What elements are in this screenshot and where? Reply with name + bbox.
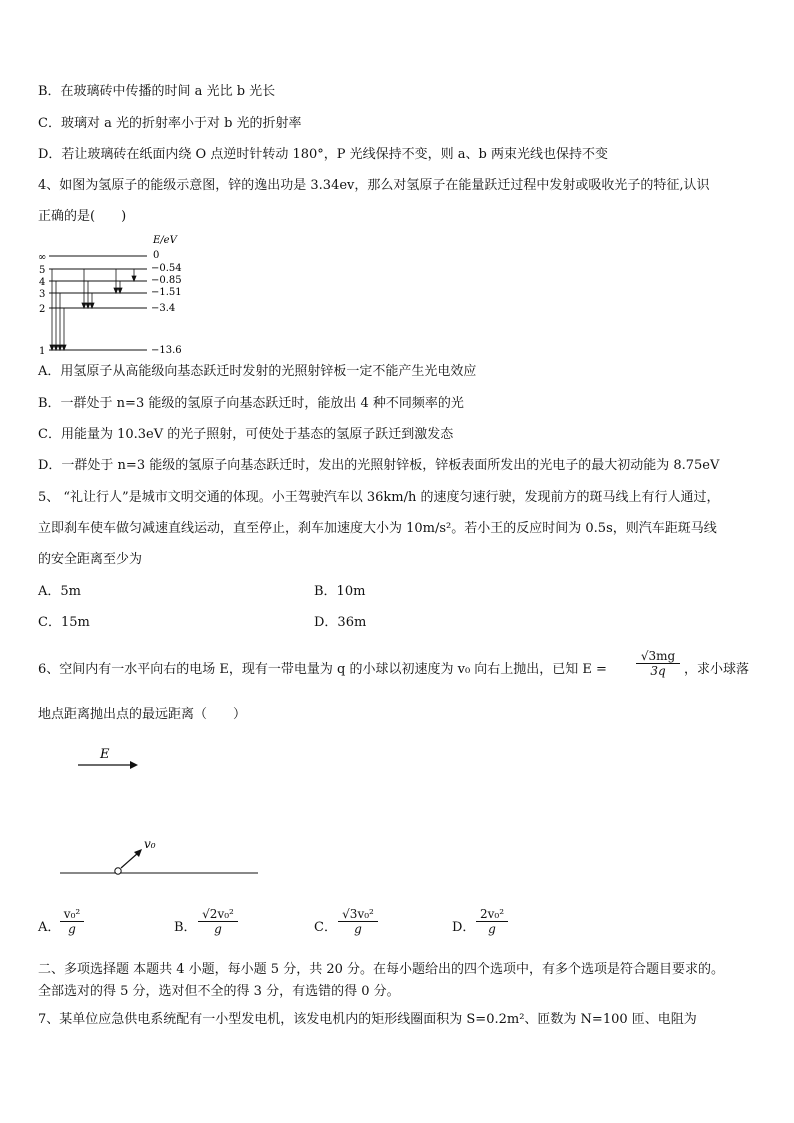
energy-level-diagram <box>34 232 204 358</box>
q6-stem-line1-b: ，求小球落 <box>684 662 750 677</box>
q6-option-b-num: √2v₀² <box>198 907 238 922</box>
q6-option-d-den: g <box>488 922 496 936</box>
q6-option-b-label: B． <box>174 920 197 935</box>
ball <box>115 868 121 874</box>
q6-option-a-num: v₀² <box>60 907 84 922</box>
level-n-1: 1 <box>39 346 46 357</box>
q5-option-a: A．5m <box>38 584 81 599</box>
energy-axis-label: E/eV <box>153 235 177 246</box>
q5-option-c: C．15m <box>38 615 90 630</box>
q4-stem-line1: 4、如图为氢原子的能级示意图，锌的逸出功是 3.34ev，那么对氢原子在能量跃迁过程中发射或吸收光子的特征,认识 <box>38 178 710 193</box>
q4-stem-line2: 正确的是( ) <box>38 209 127 224</box>
q4-option-a: A．用氢原子从高能级向基态跃迁时发射的光照射锌板一定不能产生光电效应 <box>38 364 477 379</box>
q3-option-c: C．玻璃对 a 光的折射率小于对 b 光的折射率 <box>38 116 302 131</box>
q3-option-d: D．若让玻璃砖在纸面内绕 O 点逆时针转动 180°，P 光线保持不变，则 a、b 两束光线也保持不变 <box>38 147 609 162</box>
q6-formula-denominator: 3q <box>650 664 666 678</box>
level-n-3: 3 <box>39 289 46 300</box>
q6-option-b-den: g <box>214 922 222 936</box>
level-n-2: 2 <box>39 304 46 315</box>
q6-option-a-fraction <box>60 907 84 936</box>
q6-formula-numerator: √3mg <box>636 649 680 664</box>
level-energy-4: −0.85 <box>151 275 182 286</box>
q4-option-c: C．用能量为 10.3eV 的光子照射，可使处于基态的氢原子跃迁到激发态 <box>38 427 454 442</box>
q4-option-d: D．一群处于 n=3 能级的氢原子向基态跃迁时，发出的光照射锌板，锌板表面所发出的光电子的最大初动能为 8.75eV <box>38 458 720 473</box>
q7-stem: 7、某单位应急供电系统配有一小型发电机，该发电机内的矩形线圈面积为 S=0.2m²、匝数为 N=100 匝、电阻为 <box>38 1012 697 1027</box>
q6-option-a-label: A． <box>38 920 61 935</box>
section2-heading-line2: 全部选对的得 5 分，选对但不全的得 3 分，有选错的得 0 分。 <box>38 984 400 999</box>
level-n-4: 4 <box>39 277 46 288</box>
level-energy-5: −0.54 <box>151 263 182 274</box>
q6-stem-line1-a: 6、空间内有一水平向右的电场 E，现有一带电量为 q 的小球以初速度为 v₀ 向右上抛出，已知 E = <box>38 662 607 677</box>
q5-option-d: D．36m <box>314 615 367 630</box>
q6-option-d-num: 2v₀² <box>476 907 508 922</box>
section2-heading-line1: 二、多项选择题 本题共 4 小题，每小题 5 分，共 20 分。在每小题给出的四个选项中，有多个选项是符合题目要求的。 <box>38 962 725 977</box>
q5-stem-line2: 立即刹车使车做匀减速直线运动，直至停止，刹车加速度大小为 10m/s²。若小王的反应时间为 0.5s，则汽车距斑马线 <box>38 521 717 536</box>
q6-option-c-fraction <box>338 907 378 936</box>
q5-stem-line1: 5、 “礼让行人”是城市文明交通的体现。小王驾驶汽车以 36km/h 的速度匀速行驶，发现前方的斑马线上有行人通过， <box>38 490 720 505</box>
level-energy-2: −3.4 <box>151 303 176 314</box>
q6-stem-line2: 地点距离抛出点的最远距离（ ） <box>38 707 247 722</box>
q6-option-a-den: g <box>68 922 76 936</box>
q5-stem-line3: 的安全距离至少为 <box>38 552 143 567</box>
level-energy-1: −13.6 <box>151 345 182 356</box>
velocity-label: v₀ <box>144 837 156 851</box>
q6-option-b-fraction <box>198 907 238 936</box>
q6-option-c-num: √3v₀² <box>338 907 378 922</box>
q6-option-d-label: D． <box>452 920 476 935</box>
level-n-inf: ∞ <box>38 252 47 263</box>
q3-option-b: B．在玻璃砖中传播的时间 a 光比 b 光长 <box>38 84 276 99</box>
q6-option-c-den: g <box>354 922 362 936</box>
q6-option-c-label: C． <box>314 920 337 935</box>
q5-option-b: B．10m <box>314 584 366 599</box>
level-energy-inf: 0 <box>153 250 160 261</box>
q6-option-d-fraction <box>476 907 508 936</box>
field-label: E <box>100 747 110 762</box>
q4-option-b: B．一群处于 n=3 能级的氢原子向基态跃迁时，能放出 4 种不同频率的光 <box>38 396 464 411</box>
q6-formula <box>636 649 680 678</box>
velocity-arrow <box>121 853 138 868</box>
level-n-5: 5 <box>39 265 46 276</box>
level-energy-3: −1.51 <box>151 287 182 298</box>
electric-field-figure <box>56 742 266 882</box>
